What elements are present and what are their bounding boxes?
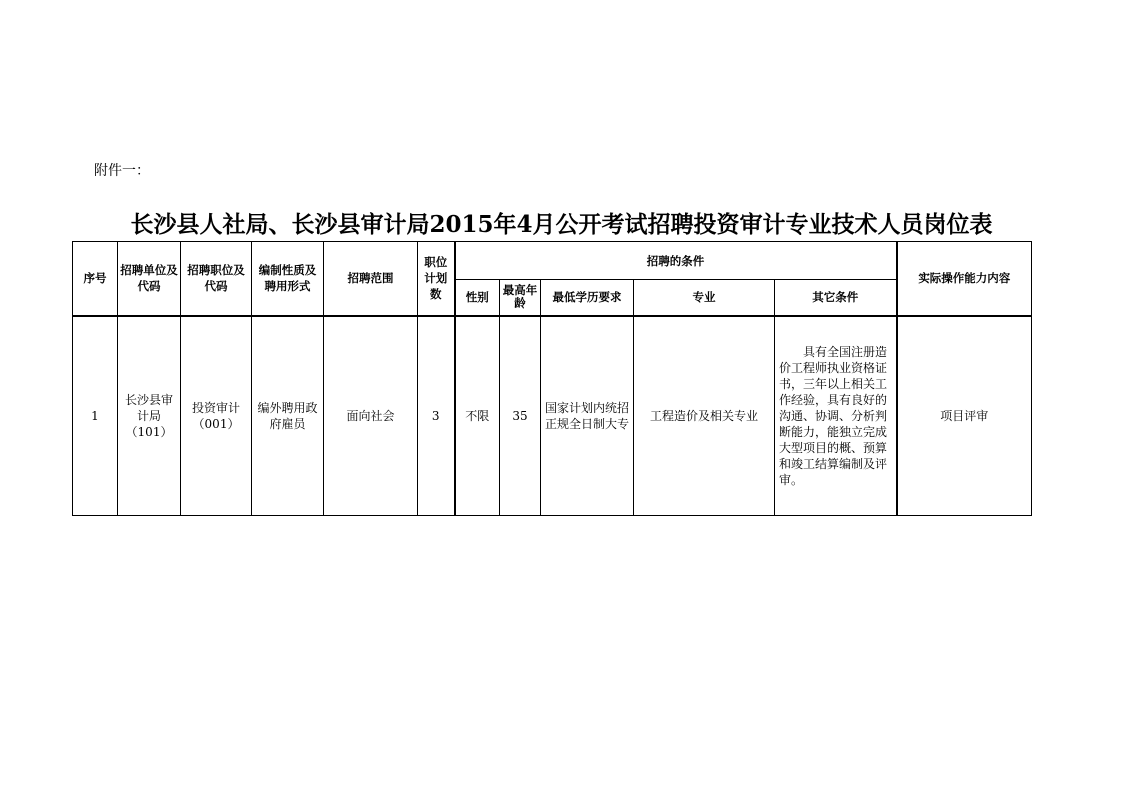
- attachment-label: 附件一：: [94, 163, 150, 179]
- header-seq: 序号: [73, 242, 118, 316]
- header-major: 专业: [634, 280, 775, 316]
- header-conditions: 招聘的条件: [455, 242, 897, 280]
- cell-major: 工程造价及相关专业: [634, 316, 775, 516]
- header-scope: 招聘范围: [324, 242, 418, 316]
- header-row-1: [73, 242, 1032, 280]
- header-gender: 性别: [455, 280, 500, 316]
- header-education: 最低学历要求: [541, 280, 634, 316]
- cell-scope: 面向社会: [324, 316, 418, 516]
- cell-education: 国家计划内统招正规全日制大专: [541, 316, 634, 516]
- cell-max-age: 35: [500, 316, 541, 516]
- cell-ability: 项目评审: [897, 316, 1032, 516]
- cell-count: 3: [418, 316, 455, 516]
- cell-position: 投资审计（001）: [181, 316, 252, 516]
- header-position: 招聘职位及代码: [181, 242, 252, 316]
- cell-unit: 长沙县审计局（101）: [118, 316, 181, 516]
- cell-gender: 不限: [455, 316, 500, 516]
- header-other: 其它条件: [775, 280, 897, 316]
- header-nature: 编制性质及聘用形式: [252, 242, 324, 316]
- cell-nature: 编外聘用政府雇员: [252, 316, 324, 516]
- job-positions-table: [72, 241, 1032, 516]
- header-unit: 招聘单位及代码: [118, 242, 181, 316]
- cell-seq: 1: [73, 316, 118, 516]
- page-title: 长沙县人社局、长沙县审计局2015年4月公开考试招聘投资审计专业技术人员岗位表: [130, 211, 993, 238]
- header-max-age: 最高年龄: [500, 280, 541, 316]
- header-ability: 实际操作能力内容: [897, 242, 1032, 316]
- cell-other: 具有全国注册造价工程师执业资格证书，三年以上相关工作经验，具有良好的沟通、协调、分析判断能力，能独立完成大型项目的概、预算和竣工结算编制及评审。: [775, 316, 897, 516]
- table-row: [73, 316, 1032, 516]
- header-count: 职位计划数: [418, 242, 455, 316]
